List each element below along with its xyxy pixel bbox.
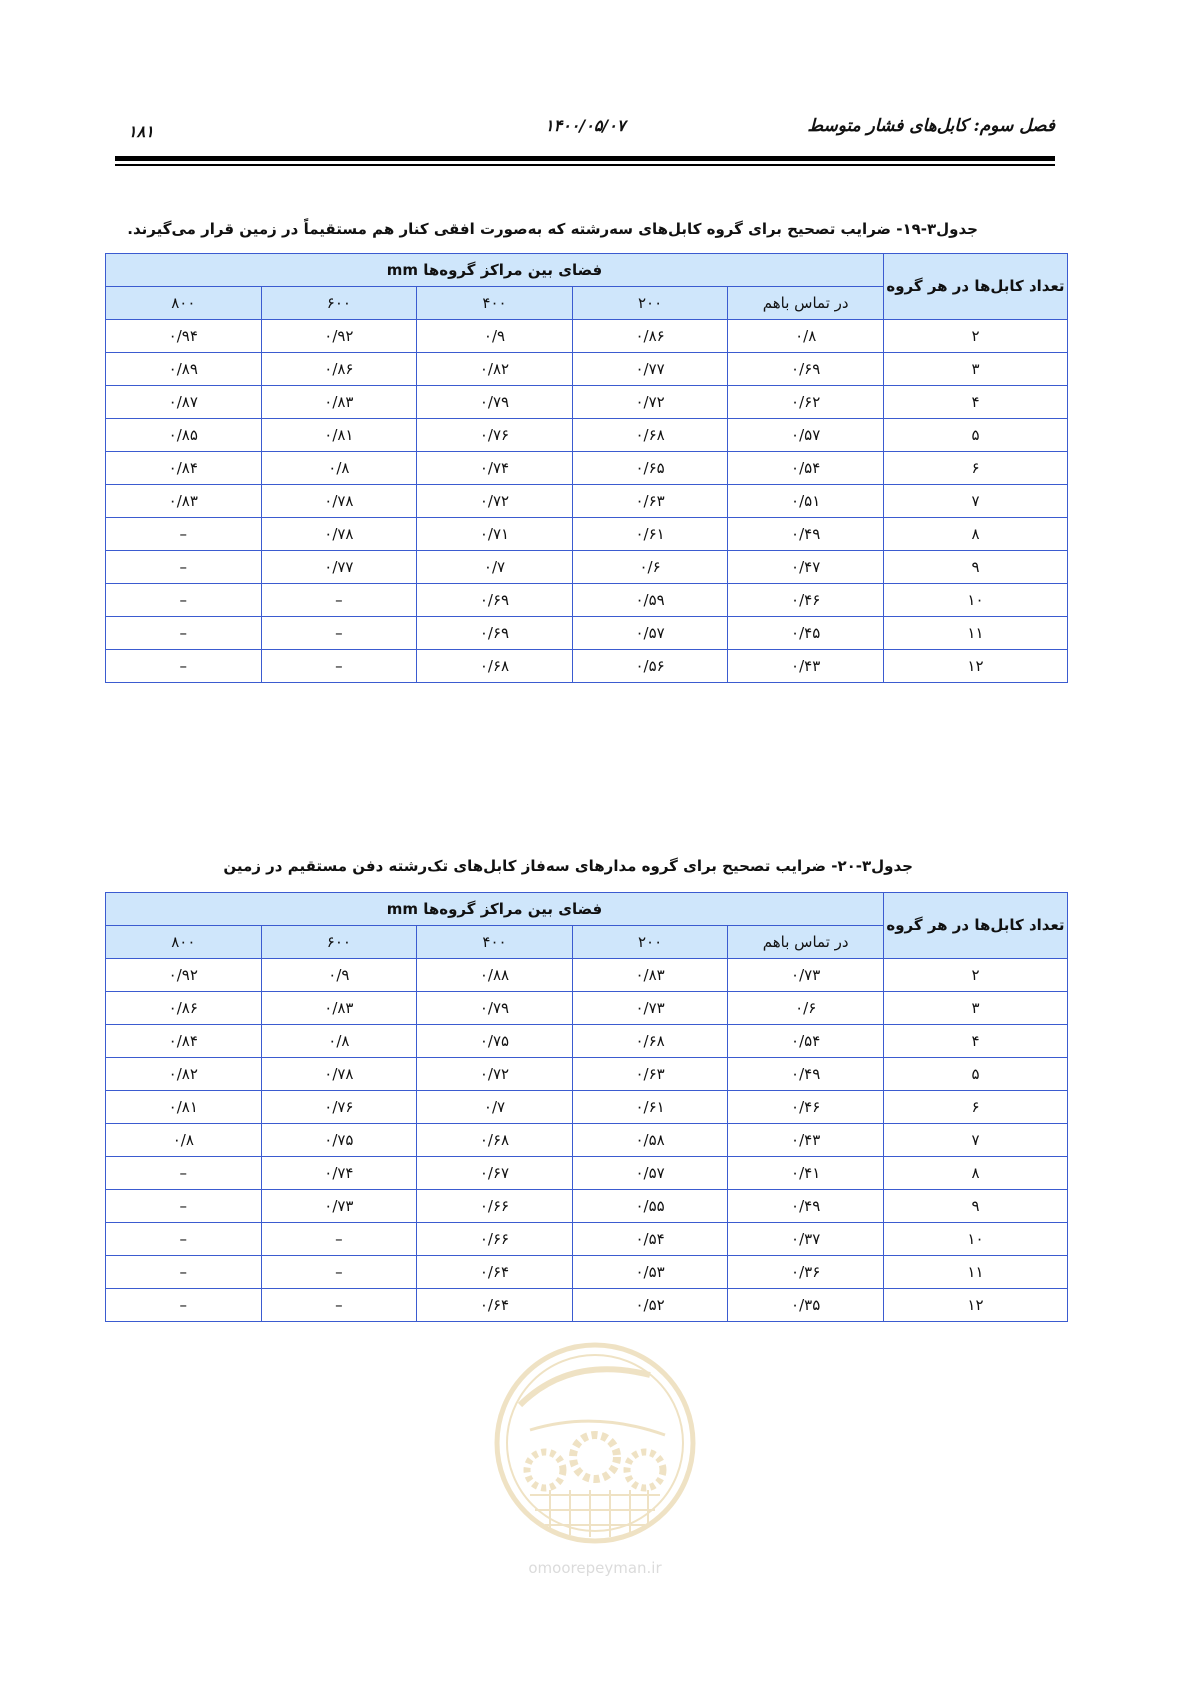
table-row bbox=[106, 1256, 1068, 1289]
factor-cell: ۰/۷ bbox=[417, 1091, 573, 1124]
factor-cell: – bbox=[106, 518, 262, 551]
table-row bbox=[106, 419, 1068, 452]
factor-cell: – bbox=[261, 650, 417, 683]
factor-cell: ۰/۴۷ bbox=[728, 551, 884, 584]
factor-cell: ۰/۵۶ bbox=[572, 650, 728, 683]
factor-cell: ۰/۷۳ bbox=[572, 992, 728, 1025]
factor-cell: ۰/۶۳ bbox=[572, 485, 728, 518]
factor-cell: ۰/۶۳ bbox=[572, 1058, 728, 1091]
column-header: ۶۰۰ bbox=[261, 926, 417, 959]
page-header bbox=[115, 112, 1055, 142]
watermark-logo bbox=[490, 1335, 700, 1580]
column-header: ۴۰۰ bbox=[417, 926, 573, 959]
factor-cell: ۰/۷۲ bbox=[417, 485, 573, 518]
factor-cell: ۰/۷۵ bbox=[417, 1025, 573, 1058]
table-row bbox=[106, 386, 1068, 419]
factor-cell: ۰/۷۴ bbox=[261, 1157, 417, 1190]
factor-cell: ۰/۸۵ bbox=[106, 419, 262, 452]
factor-cell: – bbox=[106, 1157, 262, 1190]
factor-cell: ۰/۴۹ bbox=[728, 1190, 884, 1223]
factor-cell: ۰/۶۸ bbox=[572, 419, 728, 452]
group-header: فضای بین مراکز گروه‌ها mm bbox=[106, 893, 884, 926]
factor-cell: ۰/۶۴ bbox=[417, 1289, 573, 1322]
factor-cell: – bbox=[106, 1256, 262, 1289]
factor-cell: ۰/۶۸ bbox=[572, 1025, 728, 1058]
factor-cell: ۰/۹۲ bbox=[106, 959, 262, 992]
factor-cell: ۰/۷۹ bbox=[417, 386, 573, 419]
factor-cell: ۰/۸ bbox=[261, 452, 417, 485]
factor-cell: ۰/۸۶ bbox=[106, 992, 262, 1025]
factor-cell: ۰/۸۴ bbox=[106, 452, 262, 485]
factor-cell: ۰/۶ bbox=[572, 551, 728, 584]
group-count-cell: ۱۱ bbox=[883, 617, 1067, 650]
factor-cell: ۰/۸۸ bbox=[417, 959, 573, 992]
factor-cell: ۰/۷۸ bbox=[261, 1058, 417, 1091]
group-count-cell: ۱۲ bbox=[883, 650, 1067, 683]
factor-cell: ۰/۷۳ bbox=[728, 959, 884, 992]
factor-cell: ۰/۷۸ bbox=[261, 518, 417, 551]
table-row bbox=[106, 992, 1068, 1025]
row-header: تعداد کابل‌ها در هر گروه bbox=[883, 254, 1067, 320]
factor-cell: ۰/۶۲ bbox=[728, 386, 884, 419]
group-count-cell: ۴ bbox=[883, 1025, 1067, 1058]
factor-cell: ۰/۵۴ bbox=[728, 1025, 884, 1058]
factor-cell: ۰/۷۷ bbox=[572, 353, 728, 386]
factor-cell: ۰/۸۳ bbox=[261, 992, 417, 1025]
group-count-cell: ۱۰ bbox=[883, 1223, 1067, 1256]
factor-cell: ۰/۵۴ bbox=[728, 452, 884, 485]
table-row bbox=[106, 584, 1068, 617]
factor-cell: ۰/۶۹ bbox=[417, 617, 573, 650]
factor-cell: ۰/۶۸ bbox=[417, 650, 573, 683]
table-row bbox=[106, 551, 1068, 584]
factor-cell: ۰/۶۷ bbox=[417, 1157, 573, 1190]
factor-cell: ۰/۶۸ bbox=[417, 1124, 573, 1157]
column-header: ۴۰۰ bbox=[417, 287, 573, 320]
factor-cell: ۰/۵۸ bbox=[572, 1124, 728, 1157]
group-count-cell: ۱۱ bbox=[883, 1256, 1067, 1289]
table-row bbox=[106, 959, 1068, 992]
factor-cell: ۰/۸۳ bbox=[261, 386, 417, 419]
factor-cell: ۰/۶۱ bbox=[572, 518, 728, 551]
factor-cell: ۰/۷۶ bbox=[417, 419, 573, 452]
group-count-cell: ۴ bbox=[883, 386, 1067, 419]
factor-cell: – bbox=[106, 1289, 262, 1322]
factor-cell: ۰/۷ bbox=[417, 551, 573, 584]
factor-cell: ۰/۸۲ bbox=[417, 353, 573, 386]
table-row bbox=[106, 617, 1068, 650]
column-header: ۸۰۰ bbox=[106, 287, 262, 320]
factor-cell: ۰/۸۳ bbox=[572, 959, 728, 992]
factor-cell: ۰/۵۹ bbox=[572, 584, 728, 617]
factor-cell: ۰/۸۷ bbox=[106, 386, 262, 419]
column-header: ۶۰۰ bbox=[261, 287, 417, 320]
factor-cell: ۰/۵۷ bbox=[572, 617, 728, 650]
column-header: در تماس باهم bbox=[728, 287, 884, 320]
column-header: در تماس باهم bbox=[728, 926, 884, 959]
group-count-cell: ۶ bbox=[883, 1091, 1067, 1124]
factor-cell: ۰/۸۱ bbox=[261, 419, 417, 452]
table-row bbox=[106, 1223, 1068, 1256]
table-row bbox=[106, 1025, 1068, 1058]
column-header: ۸۰۰ bbox=[106, 926, 262, 959]
factor-cell: ۰/۷۷ bbox=[261, 551, 417, 584]
factor-cell: ۰/۶۱ bbox=[572, 1091, 728, 1124]
factor-cell: – bbox=[261, 617, 417, 650]
group-count-cell: ۶ bbox=[883, 452, 1067, 485]
factor-cell: – bbox=[106, 617, 262, 650]
group-count-cell: ۲ bbox=[883, 959, 1067, 992]
watermark-url: omoorepeyman.ir bbox=[528, 1559, 662, 1577]
factor-cell: ۰/۶۶ bbox=[417, 1190, 573, 1223]
table-row bbox=[106, 1058, 1068, 1091]
column-header: ۲۰۰ bbox=[572, 287, 728, 320]
factor-cell: ۰/۸۶ bbox=[261, 353, 417, 386]
correction-table-1 bbox=[105, 253, 1068, 683]
group-count-cell: ۳ bbox=[883, 992, 1067, 1025]
page-number: ۱۸۱ bbox=[128, 122, 154, 141]
factor-cell: ۰/۵۴ bbox=[572, 1223, 728, 1256]
factor-cell: ۰/۴۳ bbox=[728, 1124, 884, 1157]
group-count-cell: ۹ bbox=[883, 1190, 1067, 1223]
factor-cell: ۰/۵۲ bbox=[572, 1289, 728, 1322]
factor-cell: ۰/۸ bbox=[106, 1124, 262, 1157]
factor-cell: ۰/۹ bbox=[417, 320, 573, 353]
factor-cell: ۰/۸۳ bbox=[106, 485, 262, 518]
factor-cell: ۰/۶۹ bbox=[728, 353, 884, 386]
factor-cell: ۰/۷۴ bbox=[417, 452, 573, 485]
factor-cell: ۰/۶۹ bbox=[417, 584, 573, 617]
group-count-cell: ۷ bbox=[883, 1124, 1067, 1157]
table-row bbox=[106, 1091, 1068, 1124]
factor-cell: ۰/۶۴ bbox=[417, 1256, 573, 1289]
factor-cell: ۰/۸ bbox=[728, 320, 884, 353]
table-row bbox=[106, 1190, 1068, 1223]
factor-cell: – bbox=[106, 1223, 262, 1256]
factor-cell: ۰/۴۶ bbox=[728, 584, 884, 617]
factor-cell: – bbox=[261, 584, 417, 617]
factor-cell: ۰/۵۷ bbox=[728, 419, 884, 452]
factor-cell: ۰/۹۴ bbox=[106, 320, 262, 353]
factor-cell: – bbox=[261, 1223, 417, 1256]
factor-cell: ۰/۶۵ bbox=[572, 452, 728, 485]
factor-cell: ۰/۸۹ bbox=[106, 353, 262, 386]
table-row bbox=[106, 353, 1068, 386]
factor-cell: – bbox=[106, 584, 262, 617]
table-row bbox=[106, 485, 1068, 518]
factor-cell: ۰/۴۳ bbox=[728, 650, 884, 683]
factor-cell: ۰/۶۶ bbox=[417, 1223, 573, 1256]
table-row bbox=[106, 1289, 1068, 1322]
table-row bbox=[106, 452, 1068, 485]
factor-cell: ۰/۷۱ bbox=[417, 518, 573, 551]
factor-cell: ۰/۳۵ bbox=[728, 1289, 884, 1322]
factor-cell: ۰/۸۱ bbox=[106, 1091, 262, 1124]
group-count-cell: ۷ bbox=[883, 485, 1067, 518]
group-count-cell: ۱۰ bbox=[883, 584, 1067, 617]
factor-cell: ۰/۵۳ bbox=[572, 1256, 728, 1289]
group-count-cell: ۱۲ bbox=[883, 1289, 1067, 1322]
factor-cell: – bbox=[106, 551, 262, 584]
factor-cell: ۰/۵۵ bbox=[572, 1190, 728, 1223]
factor-cell: ۰/۸۴ bbox=[106, 1025, 262, 1058]
group-count-cell: ۹ bbox=[883, 551, 1067, 584]
table-row bbox=[106, 518, 1068, 551]
factor-cell: ۰/۸۶ bbox=[572, 320, 728, 353]
table-row bbox=[106, 320, 1068, 353]
column-header: ۲۰۰ bbox=[572, 926, 728, 959]
group-count-cell: ۵ bbox=[883, 1058, 1067, 1091]
factor-cell: ۰/۹۲ bbox=[261, 320, 417, 353]
factor-cell: – bbox=[261, 1289, 417, 1322]
chapter-title: فصل سوم: کابل‌های فشار متوسط bbox=[807, 116, 1055, 136]
factor-cell: ۰/۴۵ bbox=[728, 617, 884, 650]
factor-cell: ۰/۶ bbox=[728, 992, 884, 1025]
revision-date: ۱۴۰۰/۰۵/۰۷ bbox=[545, 116, 626, 135]
factor-cell: ۰/۷۸ bbox=[261, 485, 417, 518]
header-rule-thin bbox=[115, 164, 1055, 166]
group-count-cell: ۸ bbox=[883, 1157, 1067, 1190]
factor-cell: ۰/۵۷ bbox=[572, 1157, 728, 1190]
table-row bbox=[106, 1124, 1068, 1157]
group-header: فضای بین مراکز گروه‌ها mm bbox=[106, 254, 884, 287]
factor-cell: ۰/۸ bbox=[261, 1025, 417, 1058]
factor-cell: – bbox=[261, 1256, 417, 1289]
factor-cell: ۰/۷۲ bbox=[572, 386, 728, 419]
row-header: تعداد کابل‌ها در هر گروه bbox=[883, 893, 1067, 959]
table-row bbox=[106, 650, 1068, 683]
table-caption-2: جدول۳-۲۰- ضرایب تصحیح برای گروه مدارهای سه‌فاز کابل‌های تک‌رشته دفن مستقیم در زمین bbox=[223, 857, 913, 875]
factor-cell: ۰/۵۱ bbox=[728, 485, 884, 518]
factor-cell: ۰/۳۶ bbox=[728, 1256, 884, 1289]
factor-cell: ۰/۸۲ bbox=[106, 1058, 262, 1091]
group-count-cell: ۲ bbox=[883, 320, 1067, 353]
group-count-cell: ۸ bbox=[883, 518, 1067, 551]
watermark-seal-icon bbox=[490, 1335, 700, 1555]
table-caption-1: جدول۳-۱۹- ضرایب تصحیح برای گروه کابل‌های سه‌رشته که به‌صورت افقی کنار هم مستقیماً در زمین قرار می‌گیرند. bbox=[127, 220, 978, 238]
factor-cell: ۰/۹ bbox=[261, 959, 417, 992]
table-row bbox=[106, 1157, 1068, 1190]
factor-cell: ۰/۴۶ bbox=[728, 1091, 884, 1124]
factor-cell: ۰/۳۷ bbox=[728, 1223, 884, 1256]
factor-cell: ۰/۴۹ bbox=[728, 1058, 884, 1091]
factor-cell: ۰/۷۶ bbox=[261, 1091, 417, 1124]
factor-cell: ۰/۷۵ bbox=[261, 1124, 417, 1157]
factor-cell: ۰/۷۳ bbox=[261, 1190, 417, 1223]
factor-cell: ۰/۴۱ bbox=[728, 1157, 884, 1190]
group-count-cell: ۵ bbox=[883, 419, 1067, 452]
factor-cell: – bbox=[106, 650, 262, 683]
header-rule-thick bbox=[115, 156, 1055, 161]
factor-cell: ۰/۷۲ bbox=[417, 1058, 573, 1091]
correction-table-2 bbox=[105, 892, 1068, 1322]
factor-cell: ۰/۴۹ bbox=[728, 518, 884, 551]
factor-cell: – bbox=[106, 1190, 262, 1223]
group-count-cell: ۳ bbox=[883, 353, 1067, 386]
factor-cell: ۰/۷۹ bbox=[417, 992, 573, 1025]
